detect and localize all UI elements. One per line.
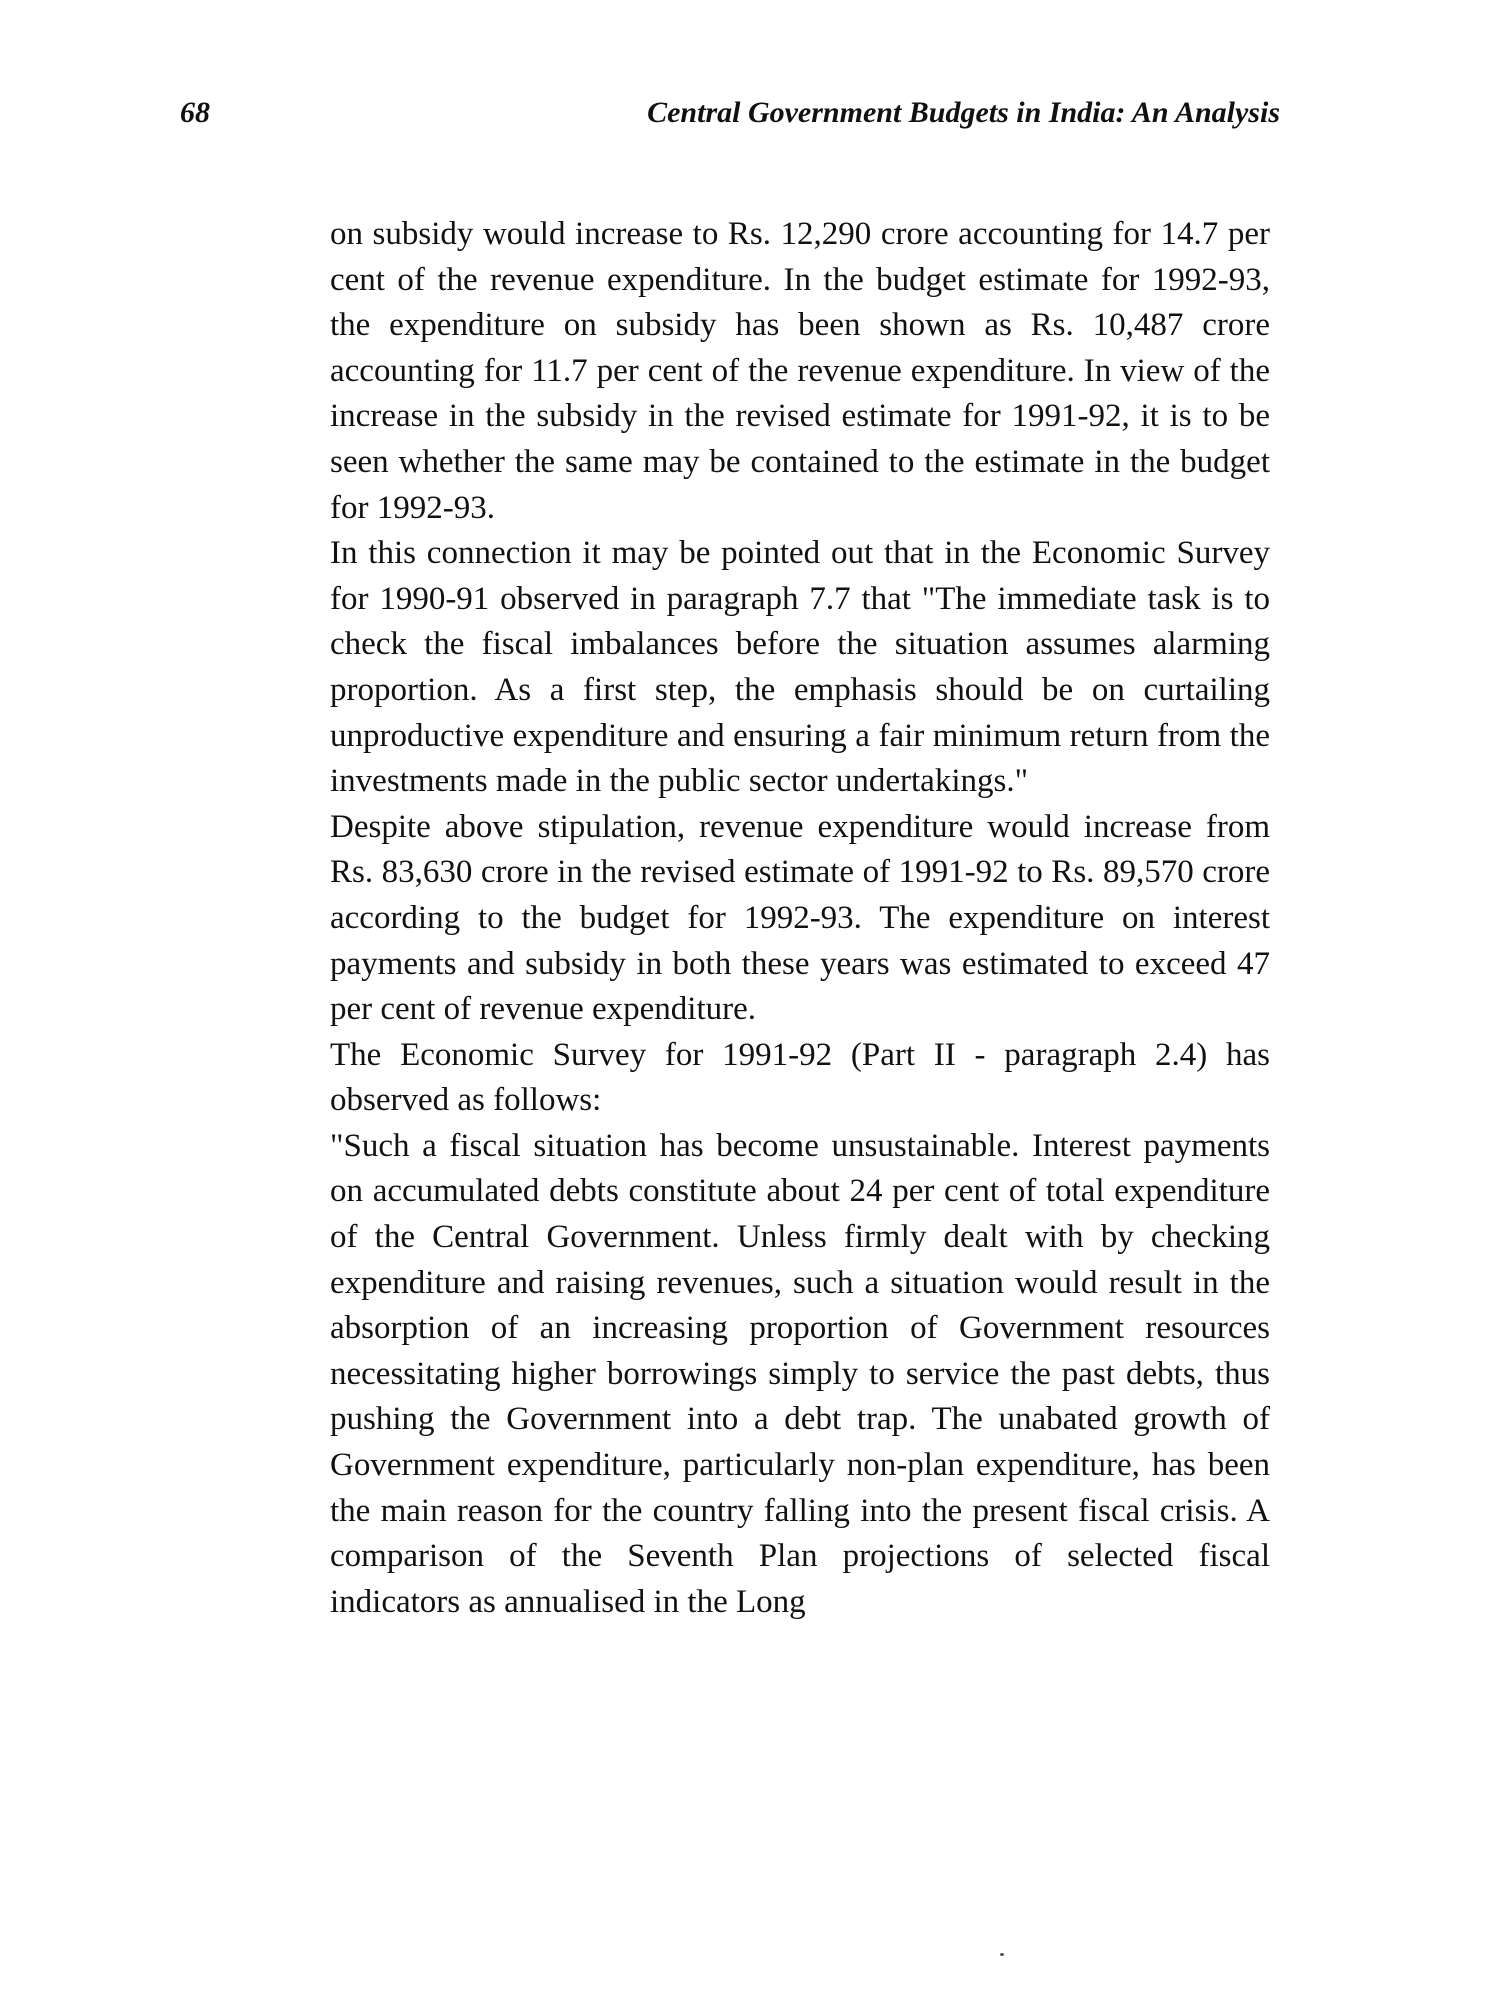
running-header bbox=[180, 96, 1280, 136]
running-title: Central Government Budgets in India: An Analysis bbox=[647, 96, 1280, 129]
paragraph-fiscal-situation-quote: "Such a fiscal situation has become unsustainable. Interest payments on accumulated debts constitute about 24 per cent of total expenditure of the Central Government. Unless firmly dealt with by checking expenditure and raising revenues, such a situation would result in the absorption of an increasing proportion of Government resources necessitating higher borrowings simply to service the past debts, thus pushing the Government into a debt trap. The unabated growth of Government expenditure, particularly non-plan expenditure, has been the main reason for the country falling into the present fiscal crisis. A comparison of the Seventh Plan projections of selected fiscal indicators as annualised in the Long bbox=[330, 1127, 1270, 1620]
paragraph-subsidy-estimates: on subsidy would increase to Rs. 12,290 crore accounting for 14.7 per cent of the revenue expenditure. In the budget estimate for 1992-93, the expenditure on subsidy has been shown as Rs. 10,487 crore accounting for 11.7 per cent of the revenue expenditure. In view of the increase in the subsidy in the revised estimate for 1991-92, it is to be seen whether the same may be contained to the estimate in the budget for 1992-93. bbox=[330, 216, 1270, 526]
paragraph-economic-survey-1990-91: In this connection it may be pointed out that in the Economic Survey for 1990-91 observed in paragraph 7.7 that "The immediate task is to check the fiscal imbalances before the situation assumes alarming proportion. As a first step, the emphasis should be on curtailing unproductive expenditure and ensuring a fair minimum return from the investments made in the public sector undertakings." bbox=[330, 535, 1270, 800]
paragraph-economic-survey-1991-92-intro: The Economic Survey for 1991-92 (Part II - paragraph 2.4) has observed as follows: bbox=[330, 1036, 1270, 1119]
body-text bbox=[330, 212, 1270, 1625]
scan-speck bbox=[1000, 1953, 1004, 1956]
paragraph-revenue-expenditure: Despite above stipulation, revenue expenditure would increase from Rs. 83,630 crore in the revised estimate of 1991-92 to Rs. 89,570 crore according to the budget for 1992-93. The expenditure on interest payments and subsidy in both these years was estimated to exceed 47 per cent of revenue expenditure. bbox=[330, 808, 1270, 1028]
page-number: 68 bbox=[180, 96, 210, 129]
